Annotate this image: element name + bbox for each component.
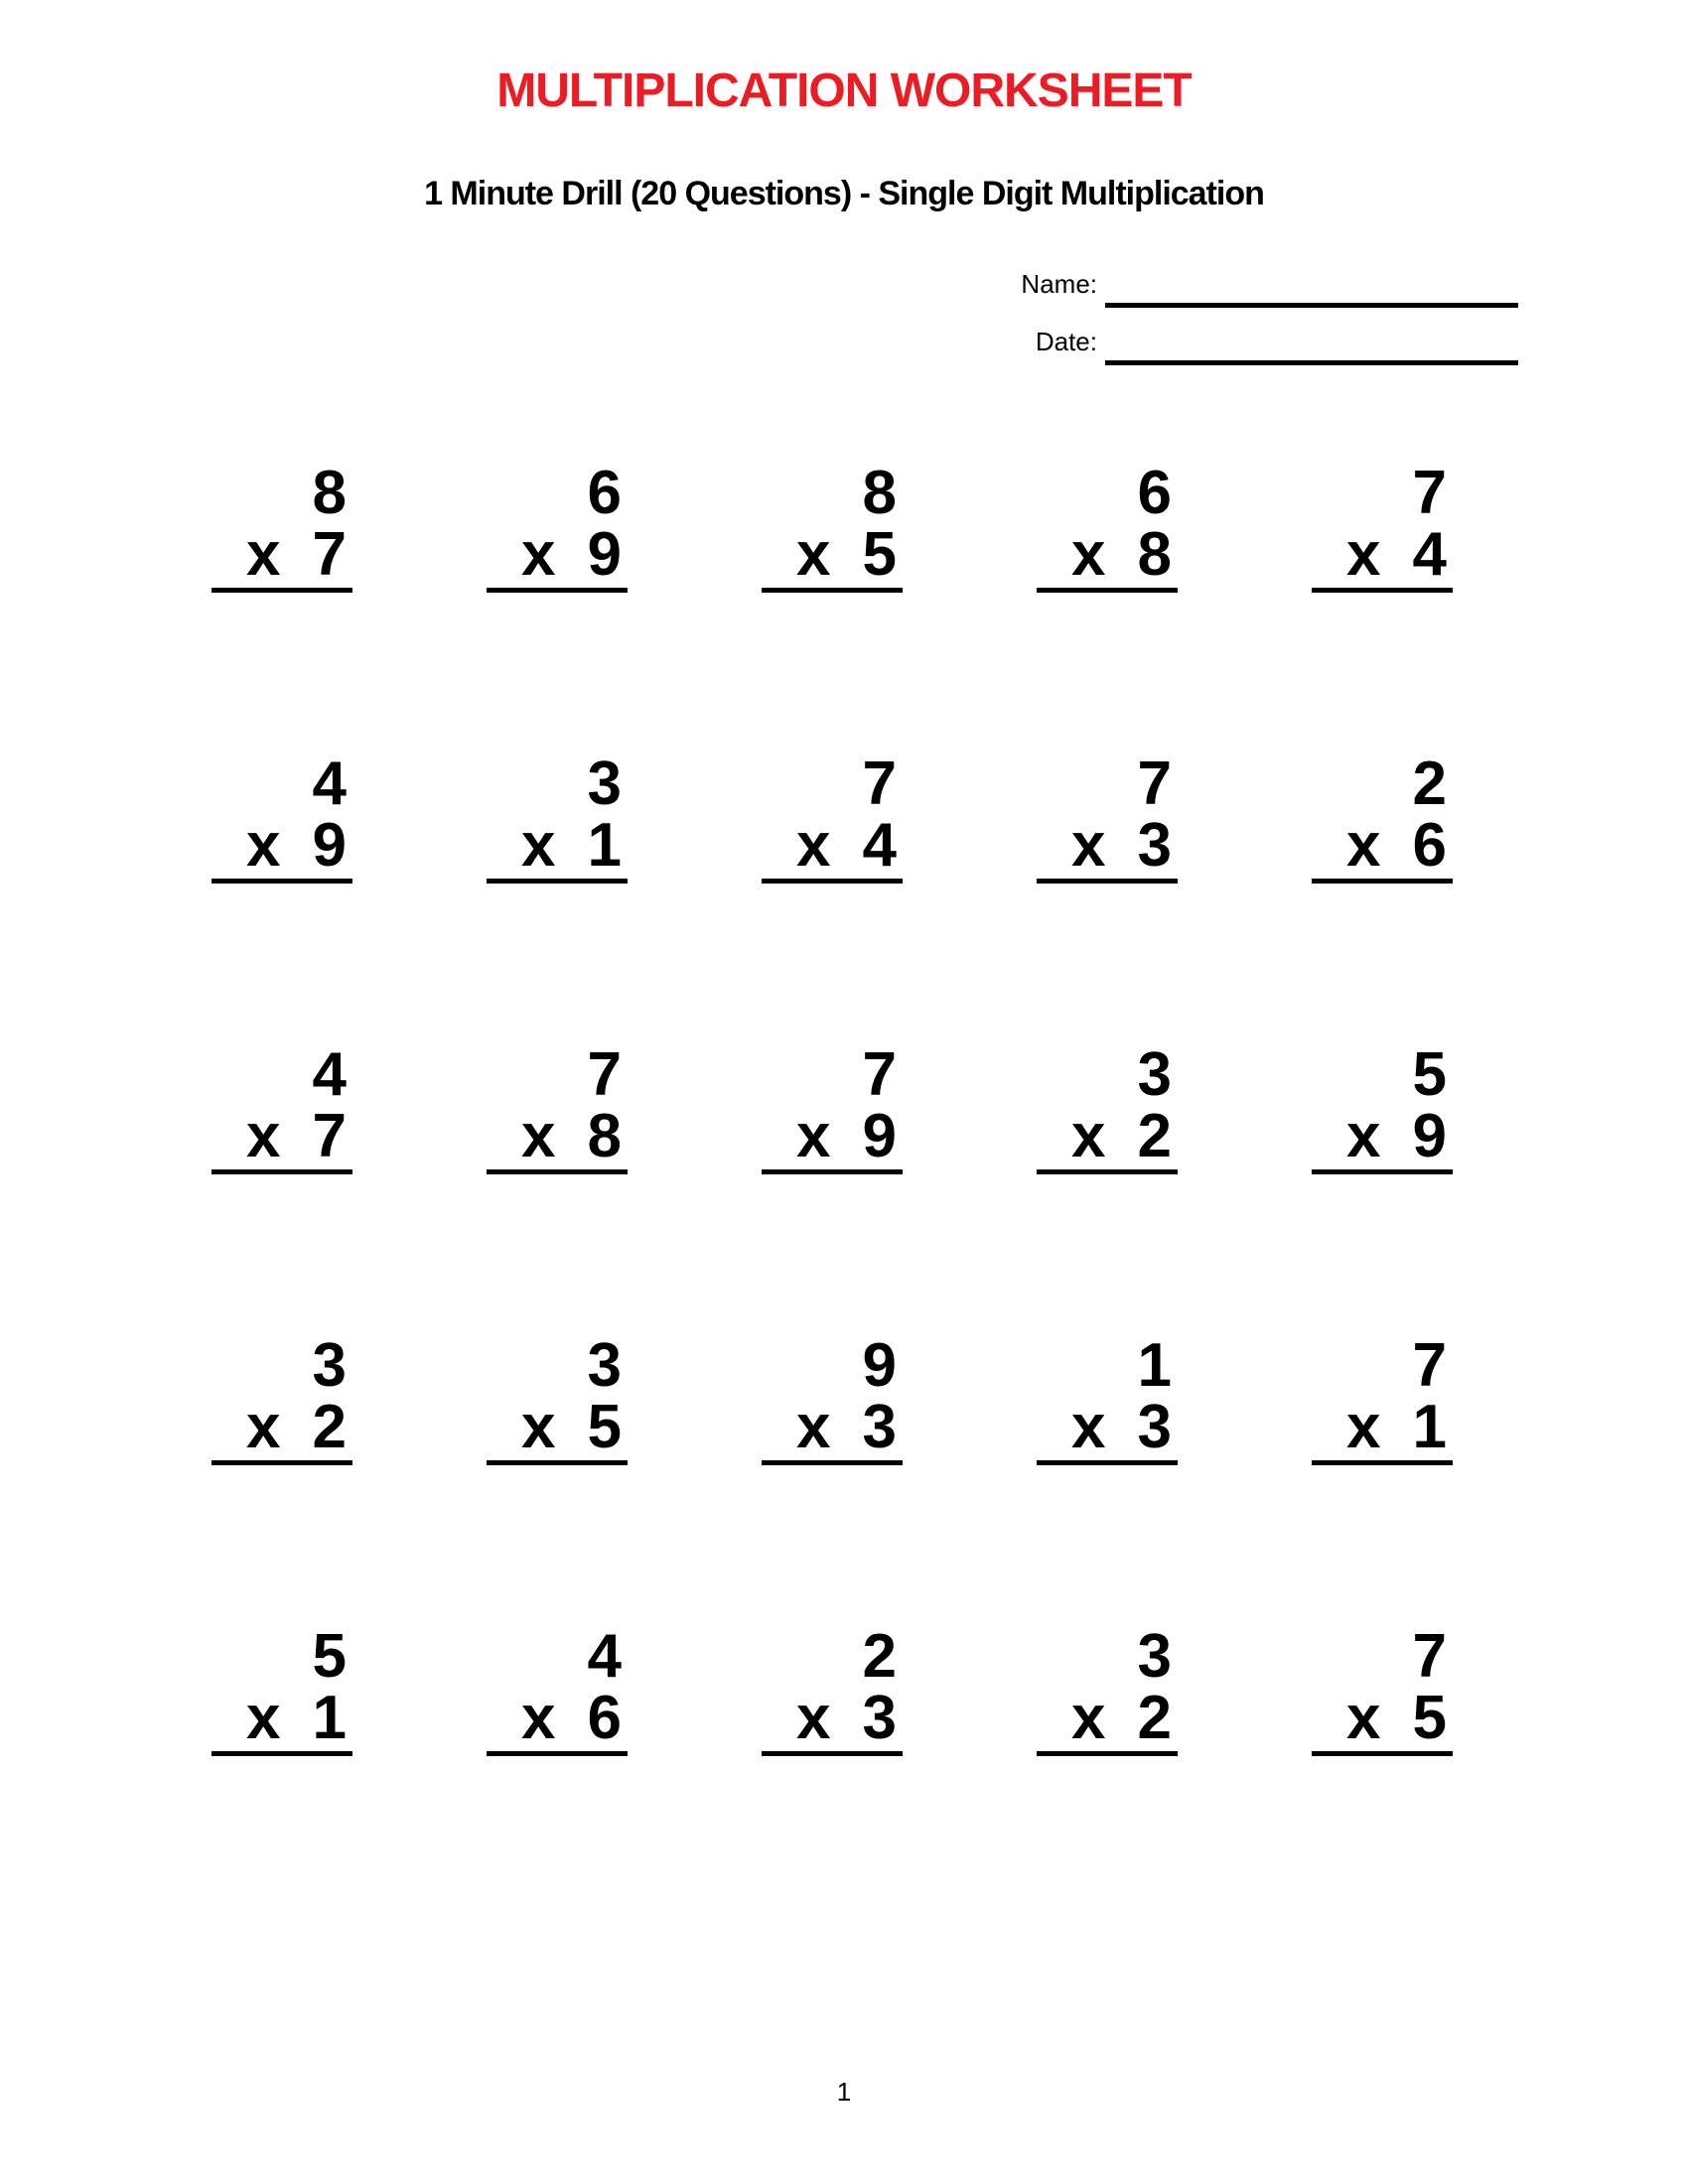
multiplication-problem	[762, 1331, 903, 1465]
multiplication-problem	[211, 1331, 352, 1465]
top-number: 4	[312, 1040, 347, 1109]
bottom-number: 9	[862, 1102, 897, 1170]
multiplier-row	[211, 1393, 352, 1461]
multiplier-row	[1312, 520, 1453, 589]
bottom-number: 5	[1412, 1684, 1447, 1752]
multiplication-problem	[1037, 459, 1178, 593]
multiply-operator: x	[521, 1684, 556, 1752]
multiply-operator: x	[796, 1684, 831, 1752]
top-number: 7	[1412, 459, 1447, 527]
name-blank-line[interactable]	[1105, 303, 1518, 308]
multiply-operator: x	[1071, 1684, 1106, 1752]
bottom-number: 9	[1412, 1102, 1447, 1170]
multiplier-row	[1312, 1102, 1453, 1170]
bottom-number: 3	[1137, 1393, 1172, 1461]
multiplier-row	[211, 1102, 352, 1170]
bottom-number: 8	[587, 1102, 622, 1170]
multiply-operator: x	[246, 1684, 281, 1752]
multiplier-row	[762, 1102, 903, 1170]
top-number: 3	[587, 750, 622, 818]
multiplication-problem	[1312, 1622, 1453, 1756]
multiplication-problem	[762, 459, 903, 593]
multiplication-problem	[487, 459, 628, 593]
multiply-operator: x	[1071, 1393, 1106, 1461]
date-field-row	[1036, 326, 1518, 357]
top-number: 2	[862, 1622, 897, 1691]
top-number: 7	[1137, 750, 1172, 818]
multiplier-row	[487, 1102, 628, 1170]
multiplication-problem	[1037, 750, 1178, 884]
multiplier-row	[1312, 811, 1453, 880]
bottom-number: 1	[312, 1684, 347, 1752]
multiplication-problem	[1037, 1622, 1178, 1756]
bottom-number: 3	[1137, 811, 1172, 880]
multiply-operator: x	[521, 1102, 556, 1170]
multiplication-problem	[211, 1040, 352, 1174]
multiplier-row	[487, 1684, 628, 1752]
multiply-operator: x	[796, 520, 831, 589]
multiply-operator: x	[1346, 1393, 1381, 1461]
name-field-row	[1021, 268, 1518, 300]
top-number: 6	[587, 459, 622, 527]
multiplication-problem	[1037, 1040, 1178, 1174]
top-number: 1	[1137, 1331, 1172, 1400]
multiplication-problem	[487, 750, 628, 884]
multiplication-problem	[487, 1331, 628, 1465]
top-number: 3	[1137, 1622, 1172, 1691]
multiplier-row	[487, 1393, 628, 1461]
top-number: 8	[862, 459, 897, 527]
top-number: 3	[587, 1331, 622, 1400]
multiplier-row	[487, 811, 628, 880]
multiplier-row	[1037, 1102, 1178, 1170]
name-label: Name:	[1021, 269, 1097, 299]
bottom-number: 9	[587, 520, 622, 589]
bottom-number: 6	[587, 1684, 622, 1752]
multiplier-row	[211, 520, 352, 589]
multiplier-row	[762, 520, 903, 589]
top-number: 3	[312, 1331, 347, 1400]
multiplication-problem	[211, 459, 352, 593]
multiplication-problem	[1037, 1331, 1178, 1465]
multiply-operator: x	[246, 520, 281, 589]
bottom-number: 5	[587, 1393, 622, 1461]
bottom-number: 1	[587, 811, 622, 880]
top-number: 7	[862, 750, 897, 818]
bottom-number: 2	[1137, 1102, 1172, 1170]
multiplication-problem	[211, 1622, 352, 1756]
bottom-number: 3	[862, 1684, 897, 1752]
multiplication-problem	[487, 1622, 628, 1756]
bottom-number: 4	[862, 811, 897, 880]
multiplier-row	[762, 811, 903, 880]
worksheet-subtitle: 1 Minute Drill (20 Questions) - Single Digit Multiplication	[424, 175, 1264, 212]
multiplier-row	[1037, 1393, 1178, 1461]
multiply-operator: x	[1071, 520, 1106, 589]
multiplication-problem	[1312, 1040, 1453, 1174]
bottom-number: 7	[312, 520, 347, 589]
top-number: 7	[862, 1040, 897, 1109]
top-number: 4	[312, 750, 347, 818]
multiplier-row	[211, 811, 352, 880]
bottom-number: 9	[312, 811, 347, 880]
multiply-operator: x	[521, 811, 556, 880]
top-number: 5	[312, 1622, 347, 1691]
multiplication-problem	[1312, 750, 1453, 884]
bottom-number: 7	[312, 1102, 347, 1170]
multiply-operator: x	[796, 1102, 831, 1170]
multiplier-row	[487, 520, 628, 589]
date-label: Date:	[1035, 327, 1097, 356]
multiply-operator: x	[521, 520, 556, 589]
top-number: 7	[1412, 1622, 1447, 1691]
multiplier-row	[1037, 811, 1178, 880]
multiply-operator: x	[1346, 520, 1381, 589]
multiply-operator: x	[246, 811, 281, 880]
multiply-operator: x	[796, 1393, 831, 1461]
multiply-operator: x	[796, 811, 831, 880]
bottom-number: 4	[1412, 520, 1447, 589]
top-number: 2	[1412, 750, 1447, 818]
multiply-operator: x	[1346, 1102, 1381, 1170]
multiply-operator: x	[1071, 811, 1106, 880]
worksheet-title: MULTIPLICATION WORKSHEET	[496, 65, 1192, 117]
multiplier-row	[1312, 1684, 1453, 1752]
multiplier-row	[1037, 520, 1178, 589]
bottom-number: 6	[1412, 811, 1447, 880]
multiplication-problem	[762, 750, 903, 884]
top-number: 8	[312, 459, 347, 527]
multiplication-problem	[1312, 1331, 1453, 1465]
multiply-operator: x	[246, 1102, 281, 1170]
multiplier-row	[1037, 1684, 1178, 1752]
bottom-number: 3	[862, 1393, 897, 1461]
top-number: 6	[1137, 459, 1172, 527]
multiplication-problem	[1312, 459, 1453, 593]
top-number: 7	[1412, 1331, 1447, 1400]
top-number: 3	[1137, 1040, 1172, 1109]
multiplier-row	[211, 1684, 352, 1752]
bottom-number: 2	[312, 1393, 347, 1461]
bottom-number: 1	[1412, 1393, 1447, 1461]
date-blank-line[interactable]	[1105, 360, 1518, 365]
multiply-operator: x	[521, 1393, 556, 1461]
multiplication-problem	[762, 1040, 903, 1174]
top-number: 5	[1412, 1040, 1447, 1109]
multiplication-problem	[487, 1040, 628, 1174]
multiplier-row	[1312, 1393, 1453, 1461]
multiplication-problem	[762, 1622, 903, 1756]
bottom-number: 8	[1137, 520, 1172, 589]
multiply-operator: x	[1071, 1102, 1106, 1170]
problems-grid	[211, 459, 1453, 1756]
multiplier-row	[762, 1393, 903, 1461]
top-number: 9	[862, 1331, 897, 1400]
multiply-operator: x	[246, 1393, 281, 1461]
top-number: 7	[587, 1040, 622, 1109]
bottom-number: 5	[862, 520, 897, 589]
bottom-number: 2	[1137, 1684, 1172, 1752]
multiply-operator: x	[1346, 1684, 1381, 1752]
multiply-operator: x	[1346, 811, 1381, 880]
page-number: 1	[836, 2077, 852, 2107]
multiplication-problem	[211, 750, 352, 884]
multiplier-row	[762, 1684, 903, 1752]
top-number: 4	[587, 1622, 622, 1691]
